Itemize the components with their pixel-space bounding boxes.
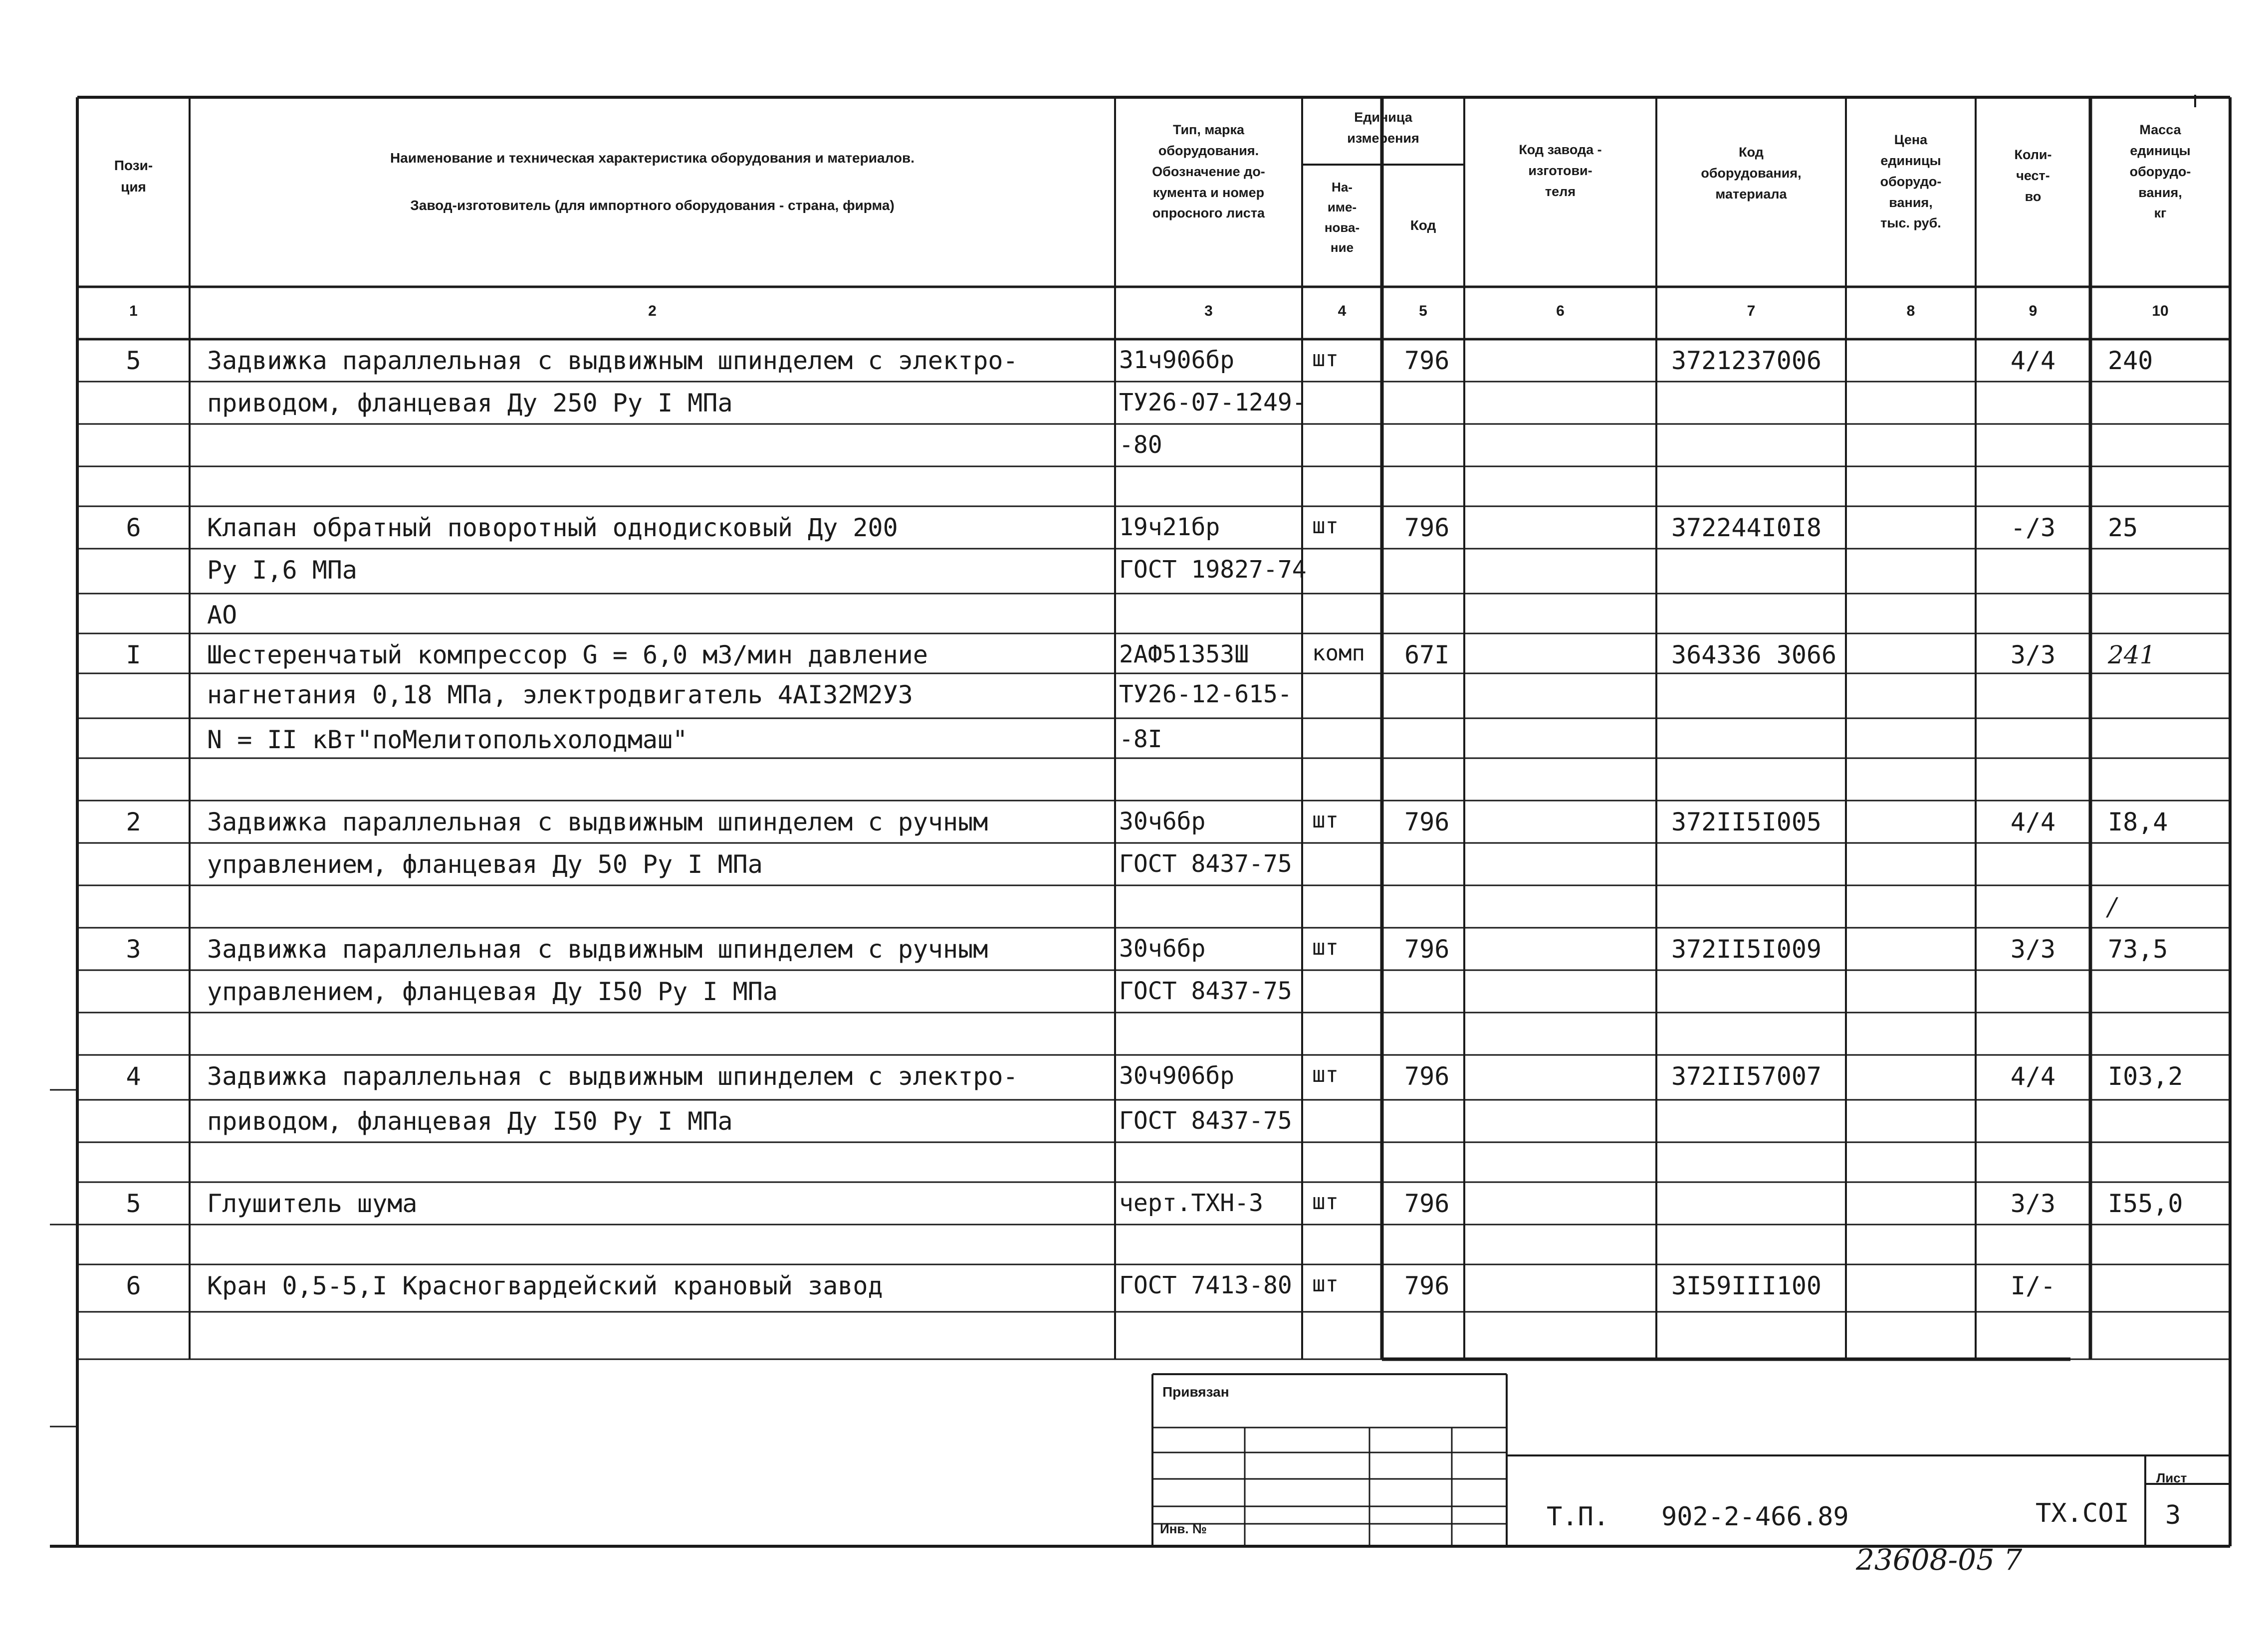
cell-name: Клапан обратный поворотный однодисковый Ду 200 [207,513,898,542]
cell-name: Кран 0,5-5,I Красногвардейский крановый завод [207,1271,883,1300]
cell-position: 6 [126,1271,141,1300]
cell-type: ГОСТ 8437-75 [1119,850,1292,878]
cell-position: 3 [126,935,141,964]
cell-position: 5 [126,346,141,375]
header-equipment-code-line: материала [1715,186,1787,202]
cell-position: I [126,640,141,669]
cell-type: ТУ26-12-615- [1119,680,1292,708]
header-unit-code [1382,214,1464,236]
header-price-line: единицы [1880,153,1941,168]
cell-unit-code: 796 [1404,808,1450,836]
column-number: 1 [129,303,138,319]
cell-equipment-code: 372II5I005 [1671,808,1822,836]
column-number: 10 [2152,303,2169,319]
header-position-line: Пози- [114,158,153,173]
cell-unit: шт [1312,513,1339,539]
header-price-line: оборудо- [1880,174,1942,189]
header-type-line: кумента и номер [1152,185,1265,200]
column-number: 7 [1747,303,1756,319]
cell-type: 30ч906бр [1119,1062,1235,1090]
cell-type: -80 [1119,431,1162,459]
column-number: 9 [2029,303,2038,319]
cell-unit: шт [1312,346,1339,372]
cell-type: ГОСТ 19827-74 [1119,556,1307,584]
cell-name: управлением, фланцевая Ду 50 Ру I МПа [207,850,763,879]
header-unit-group-line: Единица [1354,110,1412,125]
header-mass-line: кг [2154,206,2167,221]
tp-label: Т.П. [1547,1502,1609,1532]
cell-unit-code: 796 [1404,346,1450,375]
header-type-line: оборудования. [1158,143,1259,158]
privyazan-label: Привязан [1162,1384,1229,1400]
cell-type: 31ч906бр [1119,346,1235,374]
cell-quantity: 4/4 [2010,346,2056,375]
cell-mass: 25 [2108,513,2138,542]
cell-quantity: I/- [2010,1271,2056,1300]
cell-type: черт.ТХН-3 [1119,1189,1263,1217]
inv-no-label: Инв. № [1160,1521,1207,1536]
header-mass-line: вания, [2138,185,2182,200]
column-number: 8 [1906,303,1915,319]
header-price-line: тыс. руб. [1880,215,1941,231]
header-equipment-code-line: Код [1739,145,1764,160]
cell-unit-code: 67I [1404,640,1450,669]
cell-equipment-code: 364336 3066 [1671,640,1837,669]
cell-name: Ру I,6 МПа [207,556,358,585]
column-number: 3 [1204,303,1213,319]
cell-position: 2 [126,808,141,836]
sheet-label: Лист [2156,1470,2187,1485]
cell-unit: комп [1312,640,1365,666]
cell-name: Задвижка параллельная с выдвижным шпинделем с ручным [207,935,988,964]
cell-mass: I8,4 [2108,808,2168,836]
handwritten-number: 23608-05 7 [1856,1543,2023,1577]
header-mass-line: Масса [2139,122,2181,137]
cell-unit: шт [1312,1271,1339,1297]
header-type [1115,120,1302,224]
cell-name: Глушитель шума [207,1189,418,1218]
header-name-line1 [190,147,1115,169]
header-plant-code-line: теля [1545,184,1576,199]
header-price-line: Цена [1894,132,1928,147]
column-number: 5 [1419,303,1427,319]
cell-name: Задвижка параллельная с выдвижным шпинделем с ручным [207,808,988,836]
header-price [1846,130,1976,234]
column-number: 6 [1556,303,1565,319]
cell-name: нагнетания 0,18 МПа, электродвигатель 4АI32М2У3 [207,680,913,709]
cell-unit: шт [1312,1062,1339,1087]
cell-type: ГОСТ 8437-75 [1119,977,1292,1005]
sheet-number: 3 [2165,1500,2181,1530]
header-plant-code-line: изготови- [1528,163,1592,178]
cell-quantity: 3/3 [2010,935,2056,964]
header-unit-group [1302,107,1464,149]
cell-mass: 73,5 [2108,935,2168,964]
header-mass-line: оборудо- [2129,164,2191,179]
cell-name: Шестеренчатый компрессор G = 6,0 м3/мин давление [207,640,928,669]
cell-type: -8I [1119,725,1162,753]
header-quantity-line: чест- [2016,168,2050,183]
cell-unit-code: 796 [1404,513,1450,542]
cell-unit: шт [1312,1189,1339,1215]
cell-mass: / [2108,892,2116,921]
cell-position: 4 [126,1062,141,1091]
cell-type: ТУ26-07-1249- [1119,389,1307,416]
cell-equipment-code: 372II5I009 [1671,935,1822,964]
column-number: 2 [648,303,657,319]
header-position [77,155,190,198]
header-type-line: Тип, марка [1172,122,1245,137]
column-number: 4 [1338,303,1347,319]
cell-mass: 241 [2108,640,2156,669]
cell-name: приводом, фланцевая Ду I50 Ру I МПа [207,1107,733,1136]
cell-quantity: -/3 [2010,513,2056,542]
header-mass-line: единицы [2130,143,2191,158]
cell-quantity: 4/4 [2010,808,2056,836]
cell-unit: шт [1312,935,1339,960]
cell-name: управлением, фланцевая Ду I50 Ру I МПа [207,977,778,1006]
header-unit-group-line: измерения [1347,130,1419,146]
header-quantity [1976,145,2090,207]
cell-mass: I03,2 [2108,1062,2183,1091]
cell-quantity: 3/3 [2010,640,2056,669]
cell-equipment-code: 3721237006 [1671,346,1822,375]
header-type-line: Обозначение до- [1152,164,1265,179]
header-unit-code-line: Код [1410,217,1436,233]
header-quantity-line: во [2025,189,2041,204]
cell-type: 30ч6бр [1119,808,1206,835]
header-quantity-line: Коли- [2014,147,2052,162]
header-unit-name [1302,177,1382,257]
header-plant-code [1464,140,1656,203]
header-unit-name-line: ние [1330,239,1354,255]
header-unit-name-line: На- [1332,180,1353,195]
cell-type: 2АФ51353Ш [1119,640,1249,668]
cell-type: ГОСТ 8437-75 [1119,1107,1292,1135]
cell-unit-code: 796 [1404,1062,1450,1091]
header-unit-name-line: нова- [1324,219,1360,235]
cell-type: ГОСТ 7413-80 [1119,1271,1292,1299]
header-price-line: вания, [1889,195,1933,210]
cell-name: N = II кВт"поМелитопольхолодмаш" [207,725,688,754]
cell-quantity: 4/4 [2010,1062,2056,1091]
header-type-line: опросного листа [1152,206,1265,221]
cell-quantity: 3/3 [2010,1189,2056,1218]
cell-unit: шт [1312,808,1339,833]
header-name-line1-line: Наименование и техническая характеристика оборудования и материалов. [390,150,915,166]
cell-name: Задвижка параллельная с выдвижным шпинделем с электро- [207,346,1018,375]
header-name-line2-line: Завод-изготовитель (для импортного оборудования - страна, фирма) [410,198,895,213]
cell-type: 30ч6бр [1119,935,1206,963]
project-number: 902-2-466.89 [1661,1502,1849,1532]
cell-position: 6 [126,513,141,542]
cell-equipment-code: 372244I0I8 [1671,513,1822,542]
header-name-line2 [190,195,1115,216]
cell-unit-code: 796 [1404,1271,1450,1300]
header-position-line: ция [121,179,146,195]
cell-equipment-code: 372II57007 [1671,1062,1822,1091]
header-equipment-code [1656,142,1846,205]
header-equipment-code-line: оборудования, [1701,165,1802,181]
cell-unit-code: 796 [1404,1189,1450,1218]
header-mass [2090,120,2230,224]
cell-type: 19ч21бр [1119,513,1220,541]
cell-equipment-code: 3I59III100 [1671,1271,1822,1300]
header-unit-name-line: име- [1327,200,1357,215]
cell-name: приводом, фланцевая Ду 250 Ру I МПа [207,389,733,417]
document-code: ТХ.СОI [2036,1498,2129,1528]
cell-position: 5 [126,1189,141,1218]
cell-mass: I55,0 [2108,1189,2183,1218]
cell-name: АО [207,601,237,629]
cell-unit-code: 796 [1404,935,1450,964]
cell-mass: 240 [2108,346,2153,375]
cell-name: Задвижка параллельная с выдвижным шпинделем с электро- [207,1062,1018,1091]
header-plant-code-line: Код завода - [1519,142,1602,157]
